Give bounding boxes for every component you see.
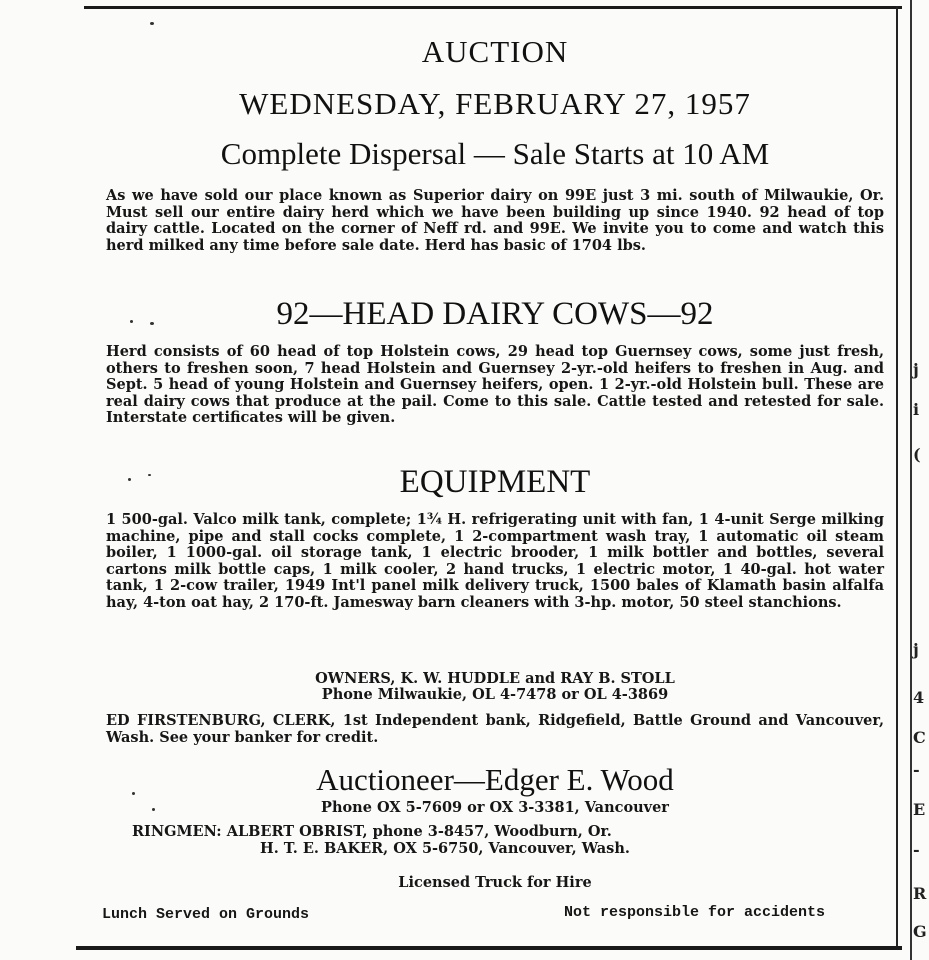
margin-fragment: R [913, 884, 927, 903]
ad-title: AUCTION [421, 34, 569, 69]
liability-note: Not responsible for accidents [564, 904, 826, 921]
margin-fragment: i [913, 400, 920, 419]
margin-fragment: j [913, 360, 919, 379]
owners-line: OWNERS, K. W. HUDDLE and RAY B. STOLL [315, 670, 675, 687]
auctioneer-heading: Auctioneer—Edger E. Wood [316, 762, 674, 797]
margin-fragment: - [913, 760, 920, 779]
right-column-rule [896, 6, 898, 950]
margin-fragment: - [913, 840, 920, 859]
margin-fragment: C [913, 728, 926, 747]
margin-fragment: j [913, 640, 919, 659]
margin-fragment: ( [913, 445, 921, 464]
margin-fragment: 4 [913, 688, 925, 707]
sale-date: WEDNESDAY, FEBRUARY 27, 1957 [239, 86, 751, 121]
ringmen-line-2: H. T. E. BAKER, OX 5-6750, Vancouver, Wash. [260, 840, 630, 857]
top-rule [84, 6, 902, 9]
auctioneer-phone-line: Phone OX 5-7609 or OX 3-3381, Vancouver [321, 799, 669, 816]
ad-subtitle: Complete Dispersal — Sale Starts at 10 AM [220, 136, 770, 171]
intro-paragraph: As we have sold our place known as Superior dairy on 99E just 3 mi. south of Milwaukie, Or. Must sell our entire dairy herd which we have been building up since 1940. 92 head of top dairy cattle. Located on the corner of Neff rd. and 99E. We invite you to come and watch this herd milked any time before sale date. Herd has basic of 1704 lbs. [106, 187, 884, 254]
clerk-line: ED FIRSTENBURG, CLERK, 1st Independent bank, Ridgefield, Battle Ground and Vancouver, Wash. See your banker for credit. [106, 712, 884, 746]
print-speck [150, 22, 154, 25]
bottom-rule [76, 946, 902, 950]
equipment-paragraph: 1 500-gal. Valco milk tank, complete; 1¾ H. refrigerating unit with fan, 1 4-unit Serge milking machine, pipe and stall cocks complete, 1 2-compartment wash tray, 1 automatic oil steam boiler, 1 1000-gal. oil storage tank, 1 electric brooder, 1 milk bottler and bottles, several cartons milk bottle caps, 1 milk cooler, 2 hand trucks, 1 electric motor, 1 40-gal. hot water tank, 1 2-cow trailer, 1949 Int'l panel milk delivery truck, 1500 bales of Klamath basin alfalfa hay, 4-ton oat hay, 2 170-ft. Jamesway barn cleaners with 3-hp. motor, 50 steel stanchions. [106, 511, 884, 611]
cows-heading: 92—HEAD DAIRY COWS—92 [276, 296, 714, 332]
cows-paragraph: Herd consists of 60 head of top Holstein cows, 29 head top Guernsey cows, some just fresh, others to freshen soon, 7 head Holstein and Guernsey 2-yr.-old heifers to freshen in Aug. and Sept. 5 head of young Holstein and Guernsey heifers, open. 1 2-yr.-old Holstein bull. These are real dairy cows that produce at the pail. Come to this sale. Cattle tested and retested for sale. Interstate certificates will be given. [106, 343, 884, 427]
truck-line: Licensed Truck for Hire [398, 874, 592, 891]
margin-fragment: E [913, 800, 926, 819]
equipment-heading: EQUIPMENT [399, 464, 591, 500]
ringmen-line: RINGMEN: ALBERT OBRIST, phone 3-8457, Woodburn, Or. [132, 823, 612, 840]
owners-phone-line: Phone Milwaukie, OL 4-7478 or OL 4-3869 [321, 686, 669, 703]
margin-fragment: G [913, 922, 927, 941]
lunch-note: Lunch Served on Grounds [102, 906, 310, 923]
